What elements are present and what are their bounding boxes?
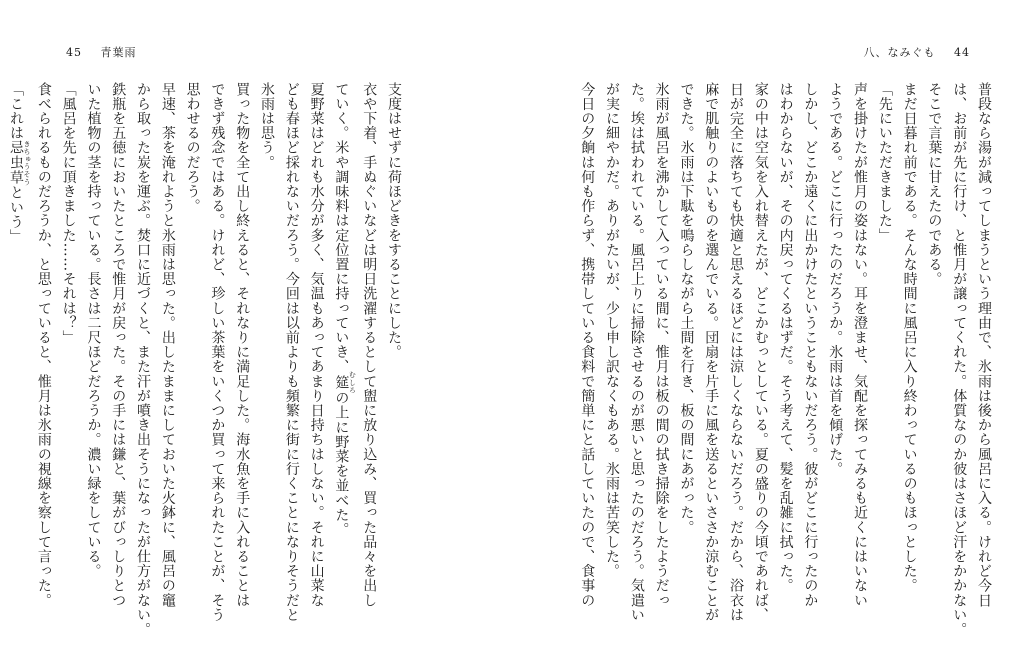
text-line: 「これは忌虫草 きちゅうそうという」: [8, 82, 32, 244]
text-line: [0, 82, 3, 642]
text-line: 夏野菜はどれも水分が多く、気温もあってあまり日持ちはしない。それに山菜な: [308, 82, 325, 608]
running-title: 青葉雨: [100, 46, 137, 59]
text-line: 早速、茶を淹れようと氷雨は思った。出したままにしておいた火鉢に、風呂の竈: [159, 82, 176, 608]
text-line: 今日の夕餉は何も作らず、携帯している食料で簡単にと話していたので、食事の: [579, 82, 596, 608]
text-line: 家の中は空気を入れ替えたが、どこかむっとしている。夏の盛りの今頃であれば、: [752, 82, 769, 623]
text-line: まだ日暮れ前である。そんな時間に風呂に入り終わっているのもほっとした。: [901, 82, 918, 593]
text-line: 「先にいただきました」: [876, 82, 893, 243]
text-line: 食べられるものだろうか、と思っていると、惟月は氷雨の視線を察して言った。: [35, 82, 52, 608]
text-line: 氷雨が風呂を沸かして入っている間に、惟月は板の間の拭き掃除をしたようだっ: [653, 82, 670, 608]
text-line: しかし、どこか遠くに出かけたということもないだろう。彼がどこに行ったのか: [802, 82, 819, 608]
text-line: できた。氷雨は下駄を鳴らしながら土間を行き、板の間にあがった。: [678, 82, 695, 535]
text-line: た。埃は拭われている。風呂上りに掃除させるのが悪いと思ったのだろう。気遣い: [628, 82, 645, 623]
right-page: [512, 0, 1024, 671]
text-line: 衣や下着、手ぬぐいなどは明日洗濯するとして盥に放り込み、買った品々を出し: [361, 82, 378, 608]
text-line: いた植物の茎を持っている。長さは二尺ほどだろうか。濃い緑をしている。: [85, 82, 102, 579]
text-line: から取った炭を運ぶ。焚口に近づくと、また汗が噴き出そうになったが仕方がない。: [135, 82, 152, 637]
page-number: 45: [66, 46, 82, 59]
ruby-word: 筵 むしろ: [333, 371, 357, 394]
text-line: 普段なら湯が減ってしまうという理由で、氷雨は後から風呂に入る。けれど今日: [976, 82, 992, 608]
running-title: 八、なみぐも: [863, 46, 936, 59]
text-line: 思わせるのだろう。: [184, 82, 201, 214]
text-line: ようである。どこに行ったのだろうか。氷雨は首を傾げた。: [827, 82, 844, 477]
text-line: 氷雨は思う。: [259, 82, 276, 170]
ruby-word: 忌虫草 きちゅうそう: [8, 140, 32, 186]
right-page-body: [579, 82, 996, 642]
text-line: できず残念ではある。けれど、珍しい茶葉をいくつか買って来られたことが、そう: [209, 82, 226, 623]
text-line: が実に細やかだ。ありがたいが、少し申し訳なくもある。氷雨は苦笑した。: [604, 82, 621, 579]
text-line: 買った物を全て出し終えると、それなりに満足した。海水魚を手に入れることは: [234, 82, 251, 608]
text-line: そこで言葉に甘えたのである。: [926, 82, 943, 287]
text-line: 麻で肌触りのよいものを選んでいる。団扇を片手に風を送るといささか涼むことが: [703, 82, 720, 623]
text-line: はわからないが、その内戻ってくるはずだ。そう考えて、髪を乱雑に拭った。: [777, 82, 794, 593]
right-page-header: [864, 44, 985, 60]
text-line: 「風呂を先に頂きました……それは？」: [60, 82, 77, 345]
text-line: 支度はせずに荷ほどきをすることにした。: [386, 82, 402, 360]
text-line: ども春ほど採れないだろう。今回は以前よりも頻繁に街に行くことになりそうだと: [283, 82, 300, 623]
left-page-body: [8, 82, 406, 642]
text-line: ていく。米や調味料は定位置に持っていき、筵 むしろの上に野菜を並べた。: [333, 82, 357, 537]
page-number: 44: [954, 46, 970, 59]
text-line: 鉄瓶を五徳においたところで惟月が戻った。その手には鎌と、葉がびっしりとつ: [110, 82, 127, 608]
left-page-header: [52, 44, 137, 60]
ruby-reading: きちゅうそう: [23, 140, 32, 186]
text-line: 日が完全に落ちても快適と思えるほどには涼しくならないだろう。だから、浴衣は: [728, 82, 745, 623]
text-line: は、お前が先に行け、と惟月が譲ってくれた。体質なのか彼はさほど汗をかかない。: [951, 82, 968, 637]
text-line: 声を掛けたが惟月の姿はない。耳を澄ませ、気配を探ってみるも近くにはいない: [852, 82, 869, 608]
ruby-reading: むしろ: [348, 371, 357, 394]
